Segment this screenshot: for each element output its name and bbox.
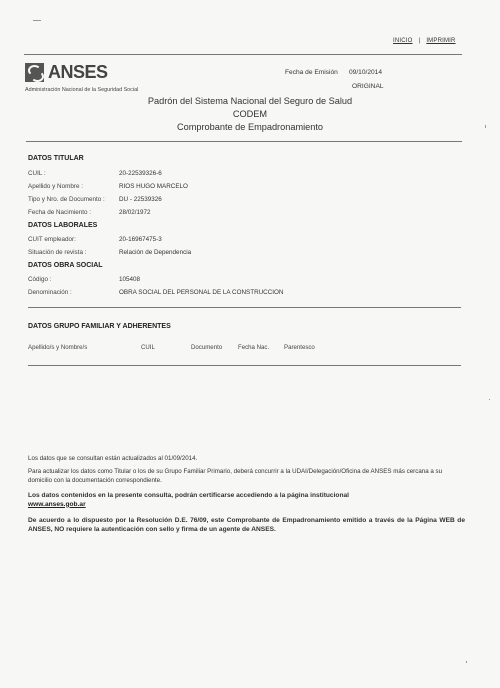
anses-logo-icon — [25, 63, 44, 82]
nav-separator: | — [418, 38, 421, 44]
anses-url-link[interactable]: www.anses.gob.ar — [28, 500, 86, 508]
certificar-note — [28, 492, 465, 509]
page-subtitle-comprobante: Comprobante de Empadronamiento — [176, 122, 324, 132]
codigo-label: Código : — [28, 276, 52, 283]
apellido-nombre-label: Apellido y Nombre : — [28, 183, 83, 190]
section-titular-heading: DATOS TITULAR — [28, 155, 84, 162]
section-obra-social-heading: DATOS OBRA SOCIAL — [28, 262, 103, 269]
documento-value: DU - 22539326 — [119, 196, 162, 203]
cuit-empleador-label: CUIT empleador: — [28, 236, 76, 243]
certificar-text: Los datos contenidos en la presente consulta, podrán certificarse accediendo a la página institucional — [28, 492, 349, 499]
copy-label: ORIGINAL — [352, 83, 384, 90]
grupo-familiar-divider — [28, 365, 461, 366]
apellido-nombre-value: RIOS HUGO MARCELO — [119, 183, 188, 190]
top-nav — [393, 38, 456, 44]
inicio-link[interactable]: INICIO — [393, 38, 413, 44]
section-laborales-heading: DATOS LABORALES — [28, 222, 98, 229]
fecha-nacimiento-value: 28/02/1972 — [119, 209, 151, 216]
col-cuil: CUIL — [141, 344, 155, 351]
cuil-label: CUIL : — [28, 170, 46, 177]
top-divider — [24, 54, 462, 55]
page-subtitle-codem: CODEM — [232, 109, 268, 119]
fecha-emision-value: 09/10/2014 — [349, 69, 383, 76]
page-title: Padrón del Sistema Nacional del Seguro de Salud — [147, 96, 353, 106]
col-documento: Documento — [191, 344, 223, 351]
imprimir-link[interactable]: IMPRIMIR — [426, 38, 456, 44]
codigo-value: 105408 — [119, 276, 141, 283]
section-grupo-familiar-heading: DATOS GRUPO FAMILIAR Y ADHERENTES — [28, 323, 171, 330]
denominacion-label: Denominación : — [28, 289, 72, 296]
actualizacion-note: Los datos que se consultan están actualizados al 01/09/2014. — [28, 455, 198, 462]
fecha-emision-label: Fecha de Emisión — [285, 69, 338, 76]
situacion-revista-value: Relación de Dependencia — [119, 249, 192, 256]
logo-subtitle: Administración Nacional de la Seguridad Social — [25, 87, 139, 93]
fecha-nacimiento-label: Fecha de Nacimiento : — [28, 209, 91, 216]
logo-text: ANSES — [48, 62, 108, 82]
cuit-empleador-value: 20-16967475-3 — [119, 236, 162, 243]
col-parentesco: Parentesco — [284, 344, 315, 351]
resolucion-note: De acuerdo a lo dispuesto por la Resolución D.E. 76/09, este Comprobante de Empadronamiento emitido a través de la Página WEB de ANSES, NO requiere la autenticación con sello y firma de un agente de ANSES. — [28, 517, 465, 533]
cuil-value: 20-22539326-6 — [119, 170, 162, 177]
situacion-revista-label: Situación de revista : — [28, 249, 87, 256]
denominacion-value: OBRA SOCIAL DEL PERSONAL DE LA CONSTRUCCION — [119, 289, 284, 296]
obra-social-divider — [28, 307, 461, 308]
documento-label: Tipo y Nro. de Documento : — [28, 196, 105, 203]
col-fecha-nac: Fecha Nac. — [238, 344, 270, 351]
header-divider — [26, 141, 462, 142]
instrucciones-note: Para actualizar los datos como Titular o los de su Grupo Familiar Primario, deberá concurrir a la UDAI/Delegación/Oficina de ANSES más cercana a su domicilio con la documentación correspondiente. — [28, 468, 443, 484]
col-apellido-nombre: Apellido/s y Nombre/s — [28, 344, 88, 351]
